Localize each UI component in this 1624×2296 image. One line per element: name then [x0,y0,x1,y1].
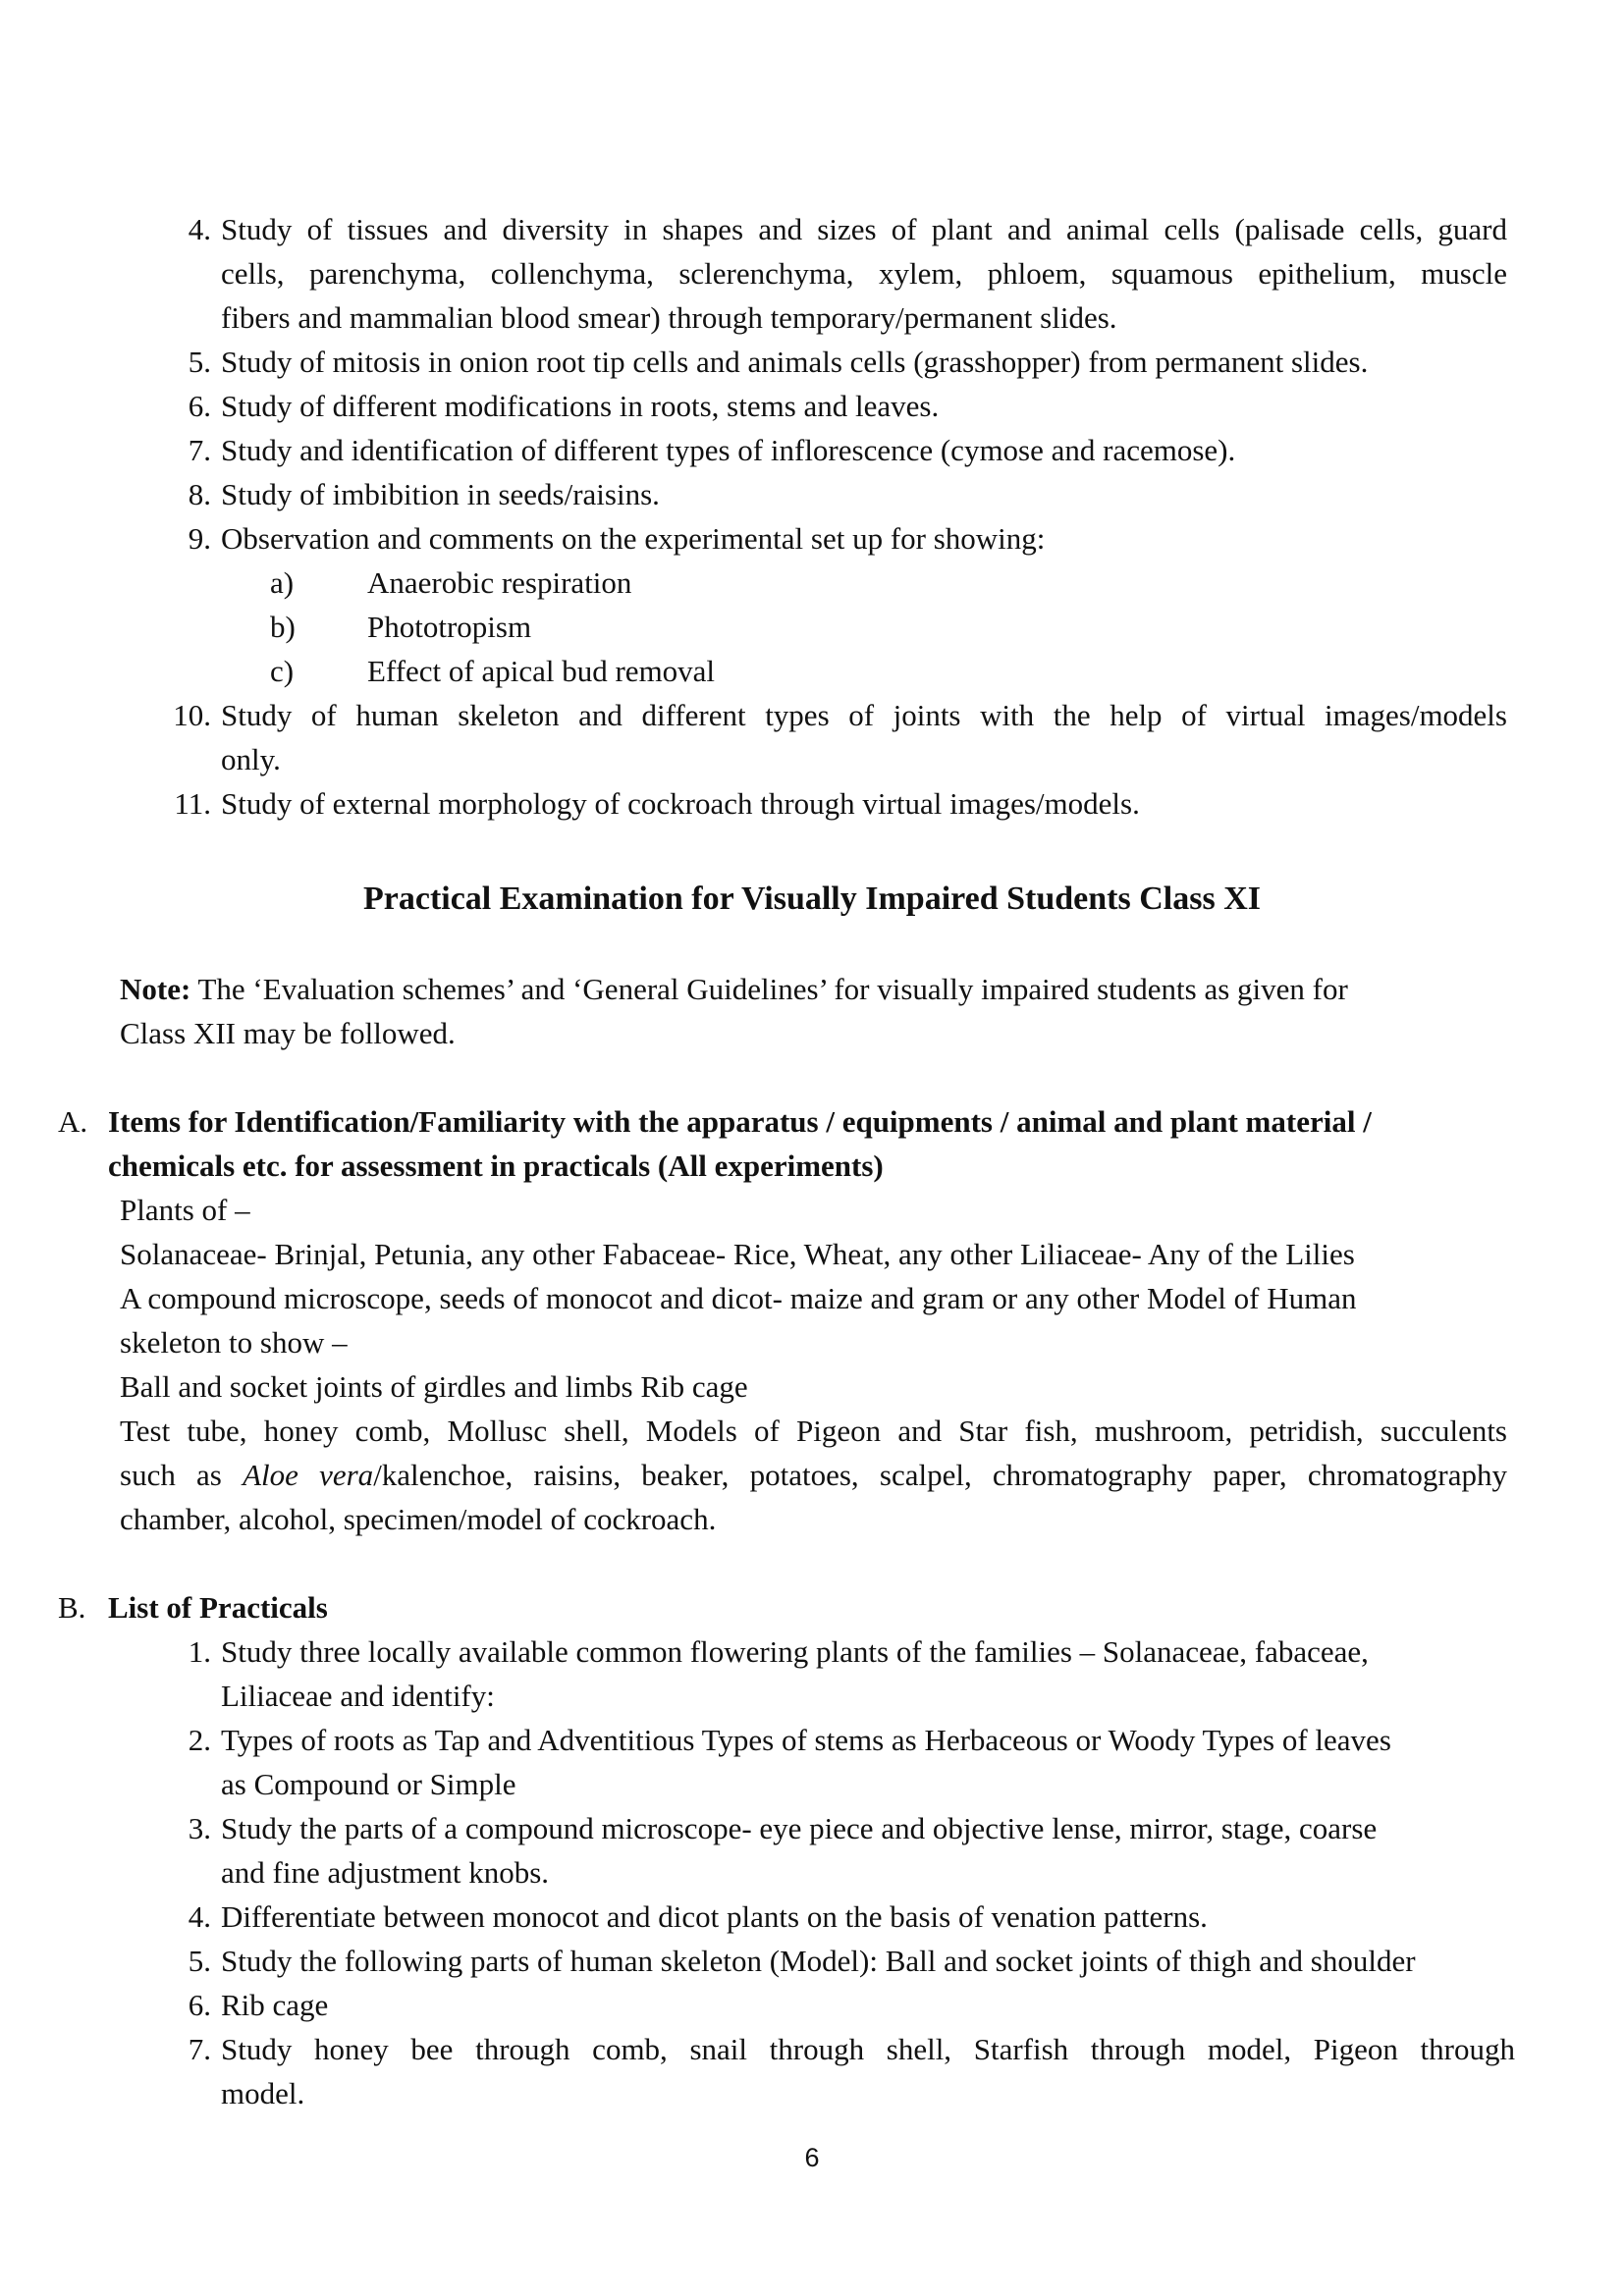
note-line [120,967,1514,1011]
list-item-number: 8. [188,477,211,511]
list-item [172,781,1507,826]
sub-item-letter: a) [270,565,295,600]
section-title-line: Items for Identification/Familiarity with the apparatus / equipments / animal and plant material / [108,1104,1372,1139]
list-item-line: Study three locally available common flowering plants of the families – Solanaceae, fabaceae, [221,1634,1369,1669]
page-number: 6 [804,2143,820,2172]
plants-of-label: Plants of – [120,1193,250,1227]
section-letter: A. [58,1104,88,1139]
section-letter: B. [58,1590,86,1625]
apparatus-text: such as [120,1458,244,1492]
list-item-line: Study of imbibition in seeds/raisins. [221,477,660,511]
list-item-line: Study of external morphology of cockroach through virtual images/models. [221,786,1140,821]
list-item [172,1629,1515,1718]
list-item [172,384,1507,428]
list-item-number: 4. [188,1899,211,1934]
list-item-line: Study of human skeleton and different types of joints with the help of virtual images/models [221,698,1507,732]
ball-socket-line: Ball and socket joints of girdles and limbs Rib cage [120,1369,748,1404]
list-item [172,1983,1515,2027]
sub-item-text: Anaerobic respiration [367,565,632,600]
note-text: The ‘Evaluation schemes’ and ‘General Guidelines’ for visually impaired students as given for [190,972,1348,1006]
list-item-number: 7. [188,2032,211,2066]
list-item [172,207,1507,340]
list-item-number: 3. [188,1811,211,1845]
apparatus-line: chamber, alcohol, specimen/model of cockroach. [120,1502,717,1536]
list-item-number: 4. [188,212,211,246]
list-item-line: Study of different modifications in roots, stems and leaves. [221,389,940,423]
list-item-number: 6. [188,389,211,423]
list-item [172,1895,1515,1939]
list-item-line: Study of mitosis in onion root tip cells and animals cells (grasshopper) from permanent slides. [221,345,1369,379]
list-item [172,2027,1515,2115]
list-item [172,693,1507,781]
section-a-body [120,1188,1507,1541]
list-item-line: model. [221,2076,305,2110]
note-paragraph [120,967,1514,1055]
note-label: Note: [120,972,191,1006]
sub-item-text: Phototropism [367,610,532,644]
apparatus-line [120,1453,1507,1497]
microscope-line: skeleton to show – [120,1325,348,1360]
list-item [172,472,1507,516]
list-item-line: Types of roots as Tap and Adventitious Types of stems as Herbaceous or Woody Types of leaves [221,1723,1391,1757]
list-item-number: 10. [173,698,211,732]
sub-list-item [270,605,1507,649]
list-item [172,1718,1515,1806]
sub-item-text: Effect of apical bud removal [367,654,716,688]
list-item-line: cells, parenchyma, collenchyma, sclerenchyma, xylem, phloem, squamous epithelium, muscle [221,256,1507,291]
list-item-number: 7. [188,433,211,467]
sub-list-item [270,561,1507,605]
list-item-line: fibers and mammalian blood smear) through temporary/permanent slides. [221,300,1117,335]
families-line: Solanaceae- Brinjal, Petunia, any other Fabaceae- Rice, Wheat, any other Liliaceae- Any of the Lilies [120,1237,1355,1271]
list-item-line: Study the parts of a compound microscope- eye piece and objective lense, mirror, stage, coarse [221,1811,1378,1845]
list-item-number: 9. [188,521,211,556]
list-item-line: Study honey bee through comb, snail through shell, Starfish through model, Pigeon through [221,2032,1515,2066]
list-item-line: and fine adjustment knobs. [221,1855,550,1890]
note-line: Class XII may be followed. [120,1016,456,1050]
section-title [108,1099,1372,1188]
list-item-line: Study of tissues and diversity in shapes and sizes of plant and animal cells (palisade cells, guard [221,212,1507,246]
list-item-line: as Compound or Simple [221,1767,516,1801]
section-b-heading [58,1585,1511,1629]
list-item-number: 5. [188,1944,211,1978]
list-item-line: Liliaceae and identify: [221,1679,495,1713]
list-item-line: Rib cage [221,1988,329,2022]
sub-item-letter: c) [270,654,295,688]
list-item [172,516,1507,693]
practical-list-continued [172,207,1507,826]
sub-item-letter: b) [270,610,296,644]
sub-list-item [270,649,1507,693]
section-heading: Practical Examination for Visually Impaired Students Class XI [363,881,1261,917]
list-item-line: only. [221,742,281,776]
practicals-list [172,1629,1515,2115]
list-item-number: 6. [188,1988,211,2022]
list-item-number: 1. [188,1634,211,1669]
list-item-number: 5. [188,345,211,379]
microscope-line: A compound microscope, seeds of monocot and dicot- maize and gram or any other Model of Human [120,1281,1357,1315]
section-a-heading [58,1099,1511,1188]
list-item-line: Observation and comments on the experimental set up for showing: [221,521,1046,556]
list-item [172,1806,1515,1895]
list-item [172,1939,1515,1983]
list-item-line: Study and identification of different types of inflorescence (cymose and racemose). [221,433,1236,467]
list-item-line: Study the following parts of human skeleton (Model): Ball and socket joints of thigh and shoulder [221,1944,1416,1978]
section-title-line: chemicals etc. for assessment in practicals (All experiments) [108,1148,884,1183]
apparatus-italic-term: Aloe vera [243,1458,374,1492]
apparatus-line: Test tube, honey comb, Mollusc shell, Models of Pigeon and Star fish, mushroom, petridish, succulents [120,1414,1507,1448]
section-title: List of Practicals [108,1590,328,1625]
apparatus-text: /kalenchoe, raisins, beaker, potatoes, scalpel, chromatography paper, chromatography [373,1458,1507,1492]
list-item-number: 2. [188,1723,211,1757]
list-item-number: 11. [174,786,211,821]
sub-list [270,561,1507,693]
list-item [172,428,1507,472]
list-item [172,340,1507,384]
list-item-line: Differentiate between monocot and dicot plants on the basis of venation patterns. [221,1899,1208,1934]
